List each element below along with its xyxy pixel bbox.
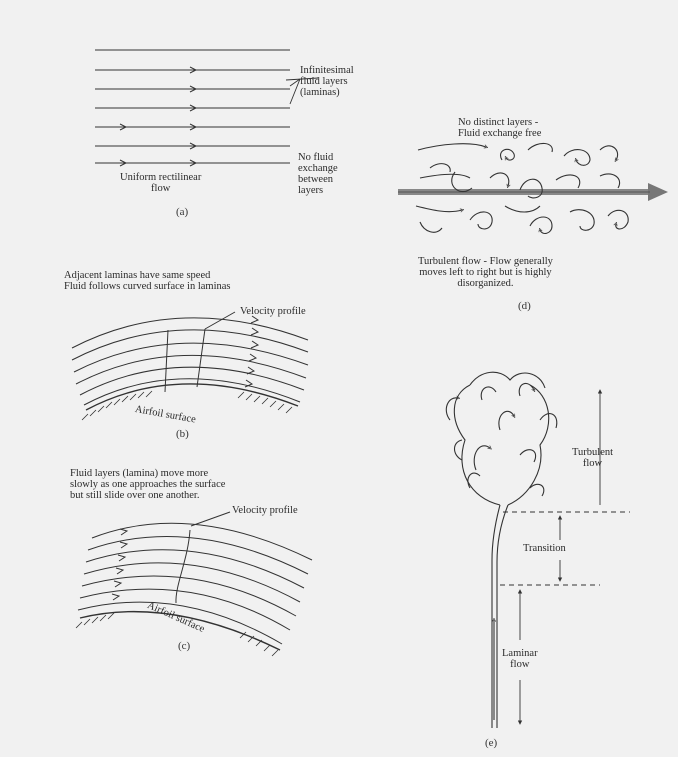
panel-c-heading: Fluid layers (lamina) move more slowly as one approaches the surface but still slide over one another. — [70, 468, 226, 501]
panel-d-eddies — [416, 143, 628, 233]
no-exchange-label: No fluid exchange between layers — [298, 152, 338, 196]
panel-b-heading: Adjacent laminas have same speed Fluid follows curved surface in laminas — [64, 270, 231, 292]
turbulent-flow-description: Turbulent flow - Flow generally moves left to right but is highly disorganized. — [418, 256, 553, 289]
uniform-flow-label: Uniform rectilinear flow — [120, 172, 202, 194]
velocity-profile-label-b: Velocity profile — [240, 306, 306, 317]
panel-b-arrowheads — [245, 316, 258, 387]
caption-d: (d) — [518, 300, 531, 312]
panel-a-arrowheads — [120, 67, 196, 166]
panel-b-velocity-profile — [165, 312, 235, 392]
laminar-flow-label: Laminar flow — [502, 648, 538, 670]
caption-e: (e) — [485, 737, 498, 749]
airfoil-surface-label-c: Airfoil surface — [145, 600, 207, 636]
transition-label: Transition — [523, 543, 566, 554]
caption-c: (c) — [178, 640, 191, 652]
caption-a: (a) — [176, 206, 189, 218]
panel-b-streamlines — [72, 318, 308, 405]
velocity-profile-label-c: Velocity profile — [232, 505, 298, 516]
airfoil-surface-label-b: Airfoil surface — [134, 404, 197, 426]
turbulent-flow-label: Turbulent flow — [572, 447, 614, 469]
caption-b: (b) — [176, 428, 189, 440]
no-distinct-layers-label: No distinct layers - Fluid exchange free — [458, 117, 542, 139]
panel-e-dimension-lines — [500, 390, 630, 724]
laminas-label: Infinitesimal fluid layers (laminas) — [300, 65, 354, 98]
panel-c-arrowheads — [112, 529, 127, 600]
